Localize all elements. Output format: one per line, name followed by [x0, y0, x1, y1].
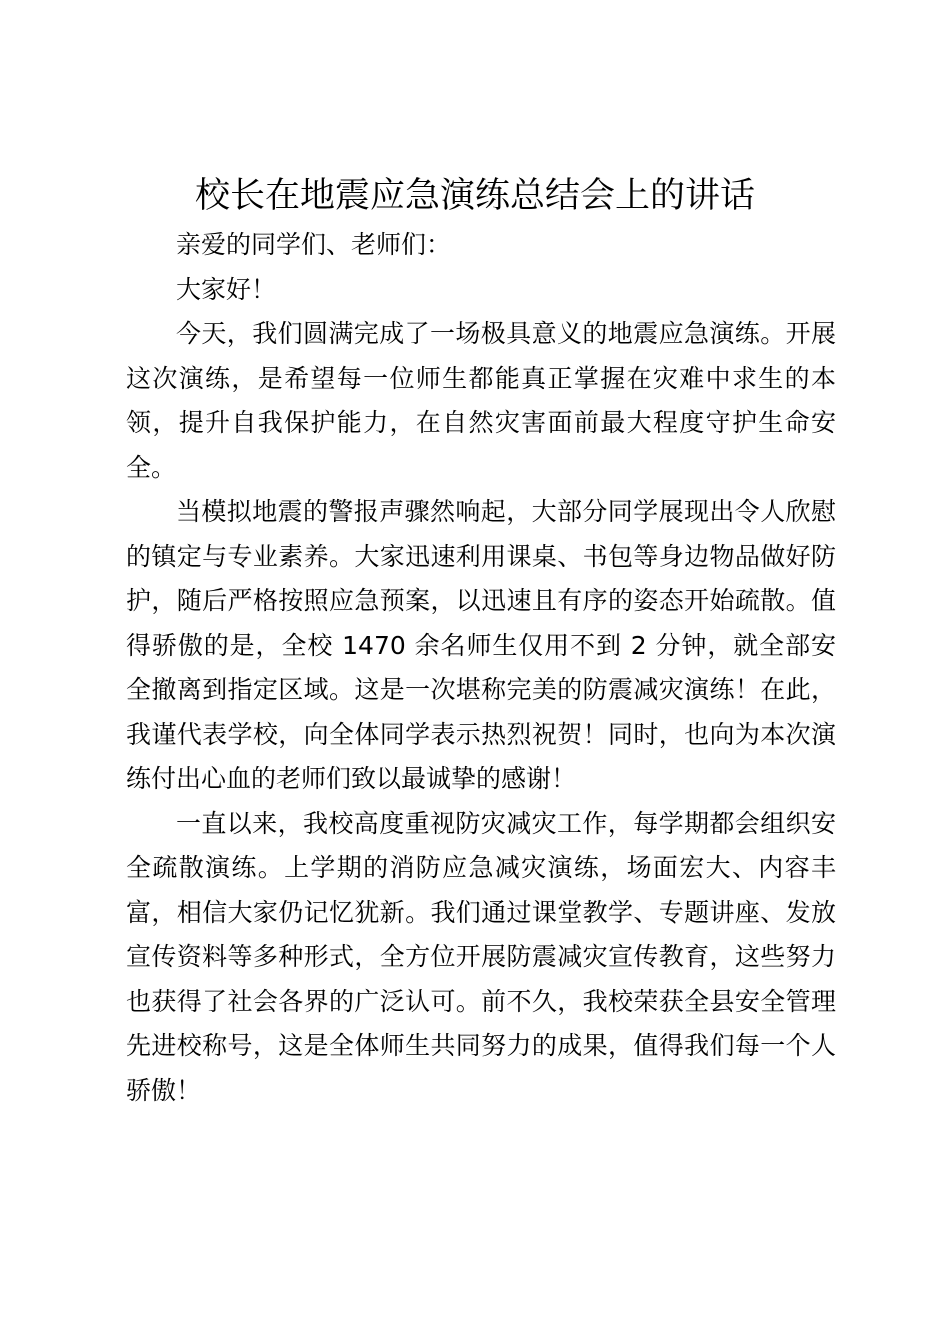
document-body — [126, 223, 836, 1113]
paragraph-drill-review: 当模拟地震的警报声骤然响起，大部分同学展现出令人欣慰的镇定与专业素养。大家迅速利用课桌、书包等身边物品做好防护，随后严格按照应急预案，以迅速且有序的姿态开始疏散。值得骄傲的是，全校 1470 余名师生仅用不到 2 分钟，就全部安全撤离到指定区域。这是一次堪称完美的防震减灾演练！在此，我谨代表学校，向全体同学表示热烈祝贺！同时，也向为本次演练付出心血的老师们致以最诚挚的感谢！ — [126, 497, 836, 793]
greeting: 大家好！ — [176, 274, 277, 304]
salutation: 亲爱的同学们、老师们： — [176, 230, 452, 259]
paragraph-safety-work: 一直以来，我校高度重视防灾减灾工作，每学期都会组织安全疏散演练。上学期的消防应急减灾演练，场面宏大、内容丰富，相信大家仍记忆犹新。我们通过课堂教学、专题讲座、发放宣传资料等多种形式，全方位开展防震减灾宣传教育，这些努力也获得了社会各界的广泛认可。前不久，我校荣获全县安全管理先进校称号，这是全体师生共同努力的成果，值得我们每一个人骄傲！ — [126, 808, 836, 1105]
paragraph-intro: 今天，我们圆满完成了一场极具意义的地震应急演练。开展这次演练，是希望每一位师生都能真正掌握在灾难中求生的本领，提升自我保护能力，在自然灾害面前最大程度守护生命安全。 — [126, 319, 836, 482]
document-title: 校长在地震应急演练总结会上的讲话 — [194, 176, 755, 216]
